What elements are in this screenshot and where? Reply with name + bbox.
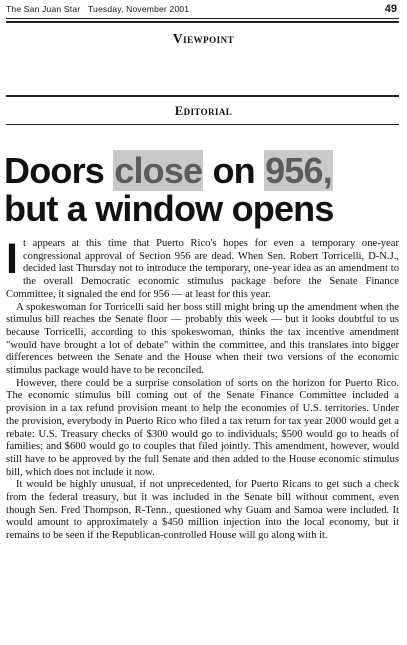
headline [0,152,407,228]
headline-line-1 [0,152,407,190]
headline-text: on [203,150,265,191]
article-paragraph: However, there could be a surprise consolation of sorts on the horizon for Puerto Rico. The economic stimulus bill coming out of the Senate Finance Committee included a provision in a tax refund provision meant to help the economies of U.S. territories. Under the provision, everybody in Puerto Rico who filed a tax return for tax year 2000 would get a rebate: U.S. Treasury checks of $300 would go to individuals; $500 would go to heads of families; and $600 would go to couples that filed jointly. This amendment, however, would still have to be approved by the full Senate and then added to the House economic stimulus bill, which does not include it now. [6,377,399,478]
subsection-divider [6,124,399,125]
newspaper-name: The San Juan Star [6,4,81,14]
article-body [6,235,399,543]
article-paragraph: It would be highly unusual, if not unprecedented, for Puerto Ricans to get such a check from the federal treasury, but it was included in the Senate bill without comment, even though Sen. Fred Thompson, R-Tenn., questioned why Guam and Samoa were included. It would amount to approximately a $450 million injection into the local economy, but it remains to be seen if the Republican-controlled House will go along with it. [6,479,399,542]
subsection-title: Editorial [174,104,233,118]
headline-highlight: 956, [265,150,332,191]
issue-date: Tuesday, November 2001 [87,4,190,14]
article-paragraph [6,235,399,302]
section-divider [6,95,399,97]
top-rule [6,18,399,19]
section-title: Viewpoint [172,31,235,46]
drop-cap: I [6,235,18,283]
top-rule-thick [6,21,399,23]
running-head [6,4,397,18]
paragraph-text: t appears at this time that Puerto Rico's hopes for even a temporary one-year congressional approval of Section 956 are dead. When Sen. Robert Torricelli, D-N.J., decided last Thursday not to introduce the temporary, one-year idea as an amendment to the overall Democratic economic stimulus package before the Senate Finance Committee, it signaled the end for 956 — at least for this year. [6,238,399,300]
article-paragraph: A spokeswoman for Torricelli said her boss still might bring up the amendment when the stimulus bill reaches the Senate floor — probably this week — but it looks doubtful to us because Torricelli, according to this spokeswoman, thinks the tax incentive amendment "would have brought a lot of debate" within the committee, and this translates into bigger differences between the Senate and the House when their two versions of the economic stimulus package would have to be reconciled. [6,301,399,377]
page-number: 49 [384,3,397,15]
running-head-text [6,4,189,14]
headline-text: Doors [4,150,114,191]
headline-line-2: but a window opens [4,188,334,229]
headline-highlight: close [114,150,203,191]
